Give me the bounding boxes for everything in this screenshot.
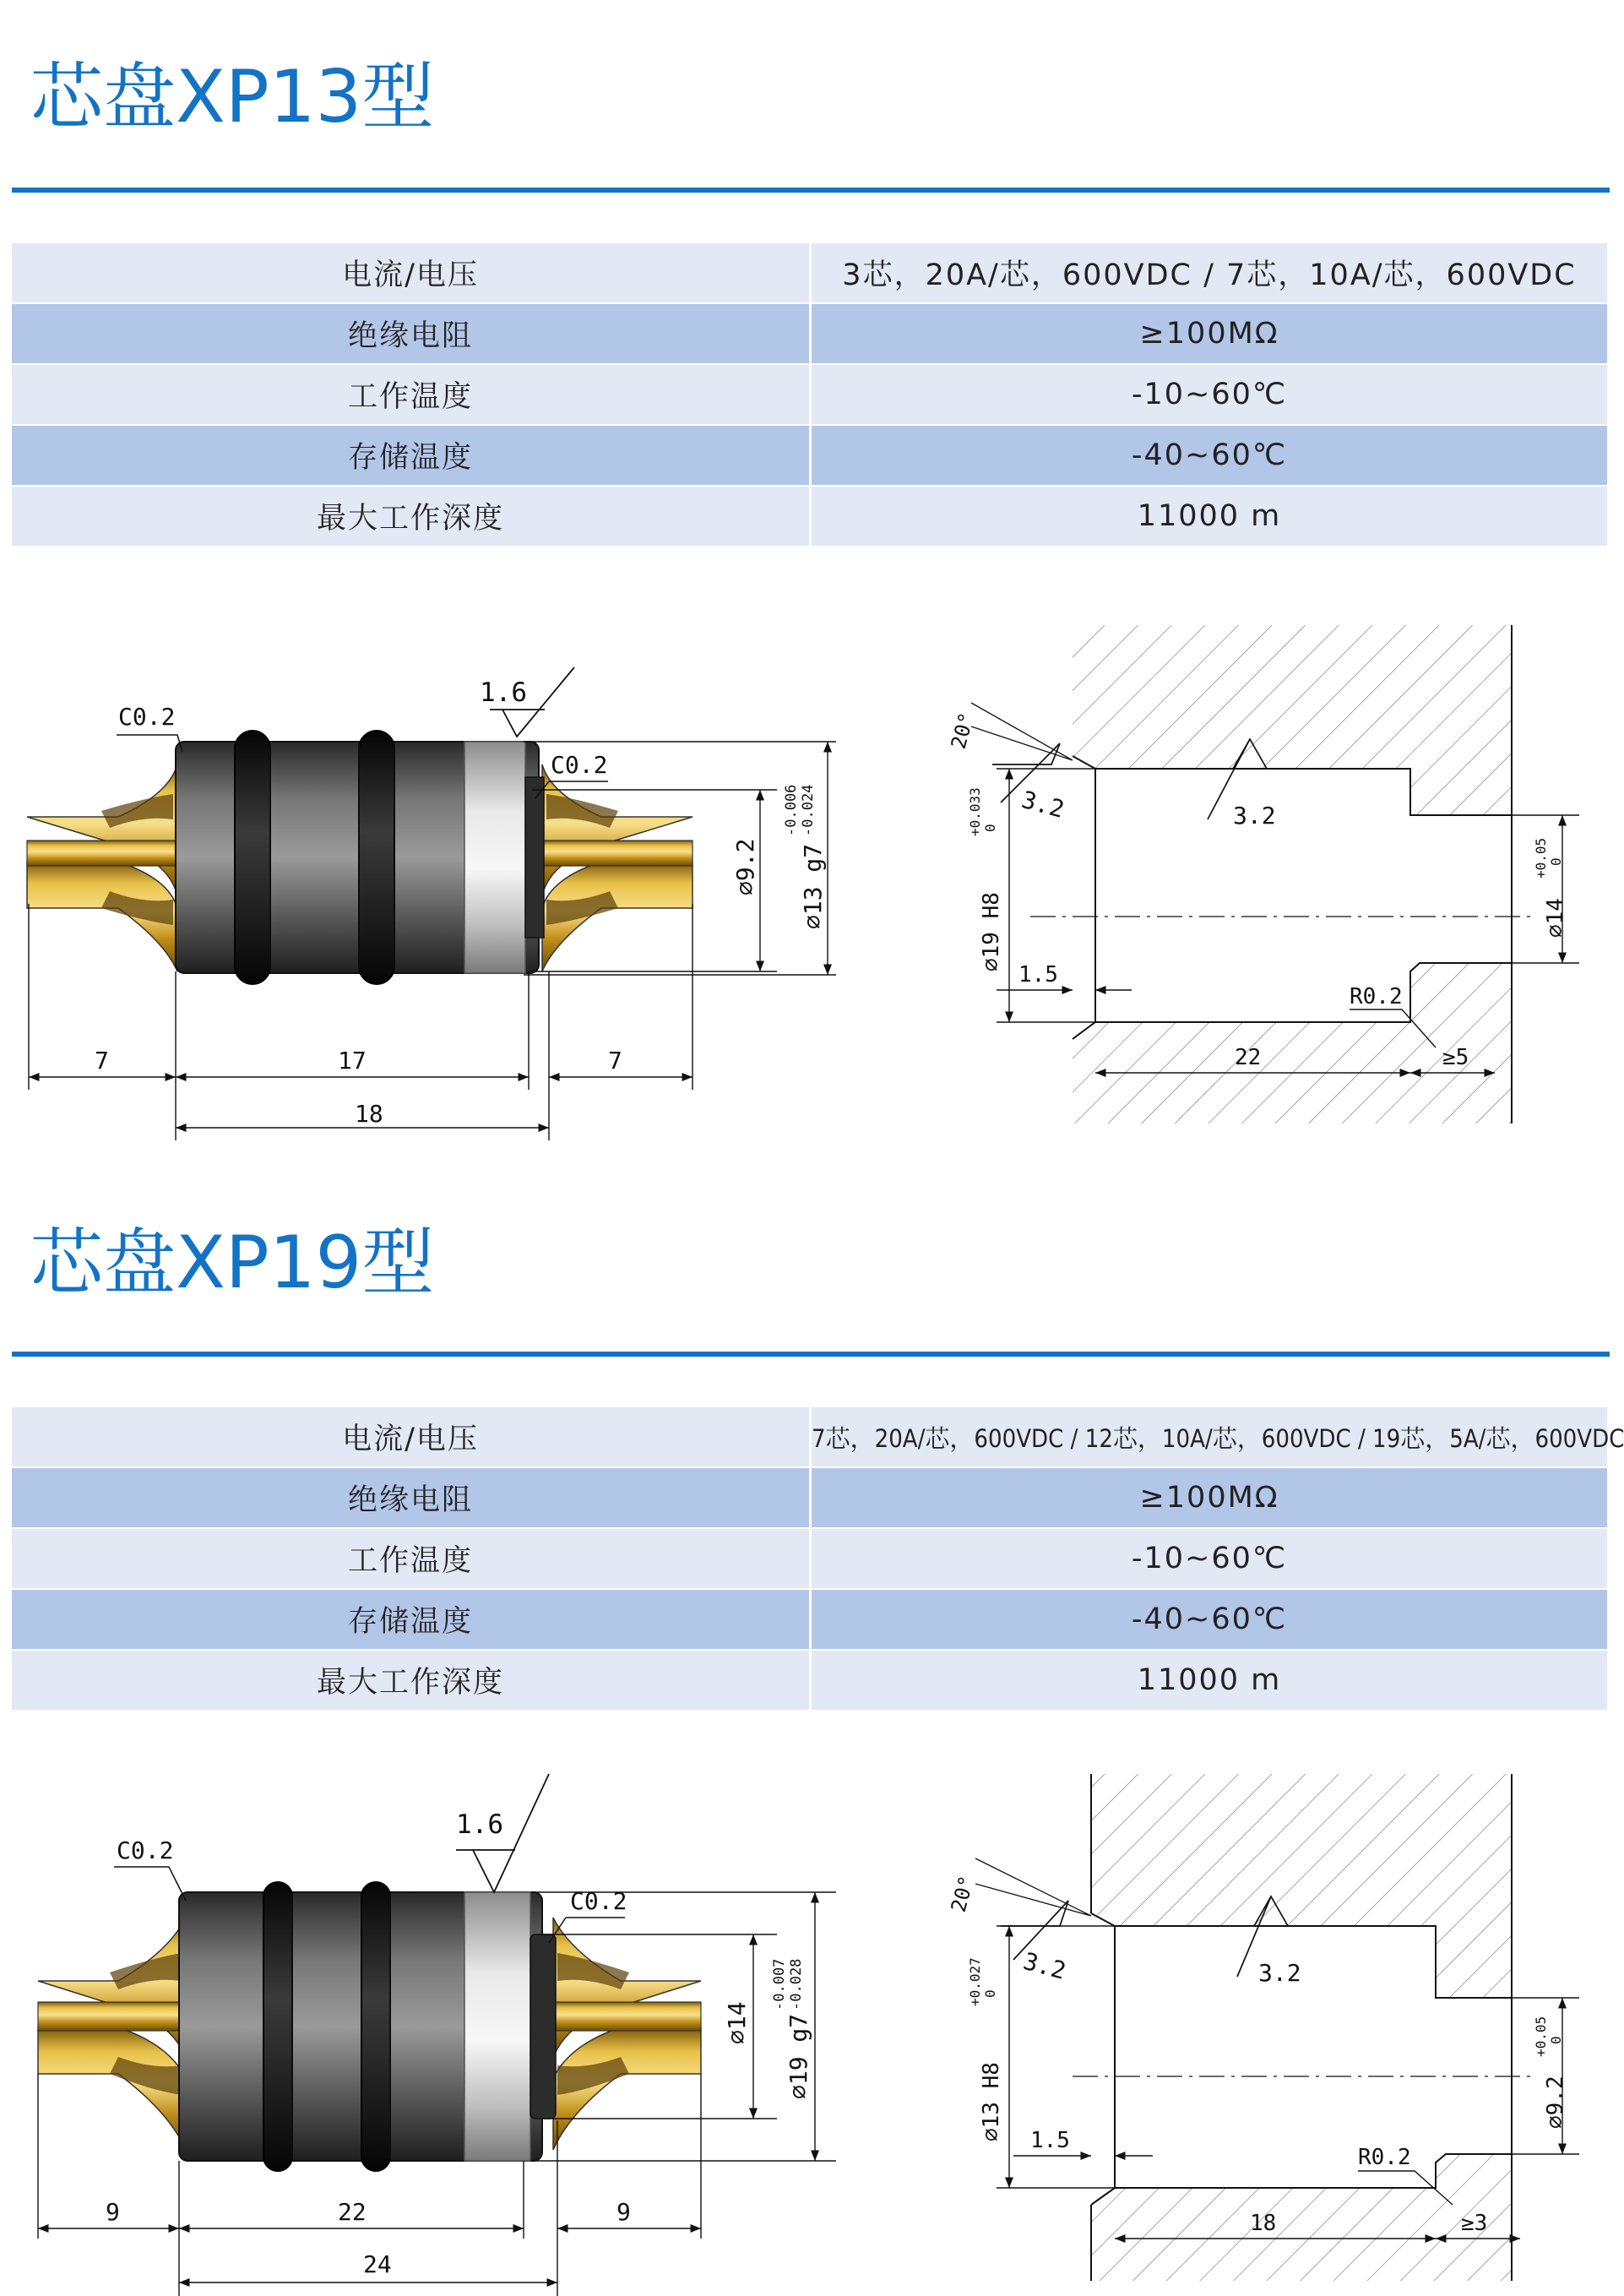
brass-pin-left [38,1918,190,2150]
dimension-label: 24 [363,2250,392,2278]
tolerance-upper: +0.05 [1533,2016,1549,2057]
section-title: 芯盘XP13型 [30,55,435,139]
chamfer-label: C0.2 [570,1887,627,1915]
o-ring [263,1882,292,2171]
spec-value: -10~60℃ [811,364,1609,425]
tolerance-lower: 0 [982,824,998,832]
dimension-label: 9 [616,2198,631,2226]
o-ring [235,731,270,984]
plug-drawing [17,617,861,1140]
tolerance-upper: +0.05 [1533,837,1549,879]
angle-label: 20° [946,710,980,752]
brass-pin-left [27,764,179,971]
spec-row [12,1650,1609,1711]
spec-value: 11000 m [811,1650,1609,1711]
dimension-dia-bore: ∅19 H8 [979,892,1004,971]
section-title: 芯盘XP19型 [30,1221,435,1305]
radius-label: R0.2 [1358,2145,1411,2170]
radius-label: R0.2 [1350,984,1403,1009]
spec-label: 电流/电压 [12,243,811,303]
dimension-label: 18 [1250,2211,1277,2236]
spec-value: -40~60℃ [811,1589,1609,1650]
o-ring [361,1882,390,2171]
spec-label: 绝缘电阻 [12,303,811,364]
dimension-label: 9 [106,2198,120,2226]
dimension-label: 7 [608,1047,622,1075]
tolerance-lower: -0.024 [800,784,817,836]
tolerance-lower: 0 [982,1989,998,1998]
dimension-dia-step: ∅14 [1543,898,1568,938]
spec-row [12,1467,1609,1528]
spec-label: 最大工作深度 [12,1650,811,1711]
dimension-label: 7 [95,1047,109,1075]
tolerance-upper: -0.007 [771,1958,788,2010]
roughness-value: 1.6 [456,1809,503,1840]
spec-value: -40~60℃ [811,425,1609,486]
roughness-value: 3.2 [1233,802,1276,830]
dimension-dia-bore: ∅13 H8 [979,2062,1004,2141]
dimension-dia-step: ∅9.2 [1543,2076,1568,2129]
tolerance-upper: +0.033 [967,787,983,836]
spec-value: 3芯，20A/芯，600VDC / 7芯，10A/芯，600VDC [811,243,1609,303]
tolerance-upper: +0.027 [967,1957,983,2006]
roughness-value: 3.2 [1018,785,1067,824]
section-xp19 [0,1216,1624,2296]
dimension-dia-inner: ∅9.2 [731,838,759,895]
spec-value: 11000 m [811,486,1609,547]
dimension-label: 22 [338,2198,367,2226]
spec-value: ≥100MΩ [811,303,1609,364]
spec-value: 7芯，20A/芯，600VDC / 12芯，10A/芯，600VDC / 19芯，5A/芯，600VDC [811,1407,1609,1467]
spec-label: 绝缘电阻 [12,1467,811,1528]
tolerance-lower: 0 [1548,857,1564,866]
angle-label: 20° [946,1873,980,1915]
dimension-label: 17 [338,1047,367,1075]
tolerance-lower: 0 [1548,2036,1564,2044]
roughness-value: 3.2 [1258,1959,1301,1987]
socket-drawing [912,617,1568,1140]
dimension-dia-outer: ∅13 g7 [799,843,827,929]
tolerance-lower: -0.028 [788,1958,805,2010]
o-ring [359,731,394,984]
dimension-dia-inner: ∅14 [723,2001,751,2044]
chamfer-label: C0.2 [118,703,176,731]
dimension-label: 22 [1235,1045,1262,1070]
plug-drawing [17,1766,861,2296]
spec-row [12,1528,1609,1589]
title-divider [12,188,1610,193]
spec-label: 电流/电压 [12,1407,811,1467]
section-xp13 [0,51,1618,1140]
dimension-label: ≥3 [1461,2211,1488,2236]
tolerance-upper: -0.006 [783,784,800,836]
spec-label: 存储温度 [12,425,811,486]
spec-row [12,486,1609,547]
spec-table [12,243,1610,547]
spec-row [12,1407,1609,1467]
dimension-label: 1.5 [1030,2128,1070,2153]
title-divider [12,1352,1610,1357]
spec-row [12,303,1609,364]
dimension-label: 1.5 [1018,962,1058,987]
roughness-value: 1.6 [480,677,527,708]
spec-value: ≥100MΩ [811,1467,1609,1528]
spec-table [12,1407,1624,1711]
spec-label: 最大工作深度 [12,486,811,547]
dimension-label: ≥5 [1442,1045,1469,1070]
socket-drawing [912,1766,1568,2296]
brass-pin-right [549,1918,701,2150]
spec-row [12,425,1609,486]
dimension-label: 18 [355,1100,383,1128]
metal-collar [464,742,525,973]
spec-label: 存储温度 [12,1589,811,1650]
spec-label: 工作温度 [12,364,811,425]
brass-pin-right [540,764,693,971]
dimension-dia-outer: ∅19 g7 [785,2013,812,2099]
spec-value: -10~60℃ [811,1528,1609,1589]
metal-collar [464,1892,530,2161]
spec-row [12,243,1609,303]
chamfer-label: C0.2 [117,1836,174,1864]
roughness-value: 3.2 [1020,1946,1069,1985]
chamfer-label: C0.2 [551,751,608,779]
spec-row [12,1589,1609,1650]
spec-label: 工作温度 [12,1528,811,1589]
spec-row [12,364,1609,425]
